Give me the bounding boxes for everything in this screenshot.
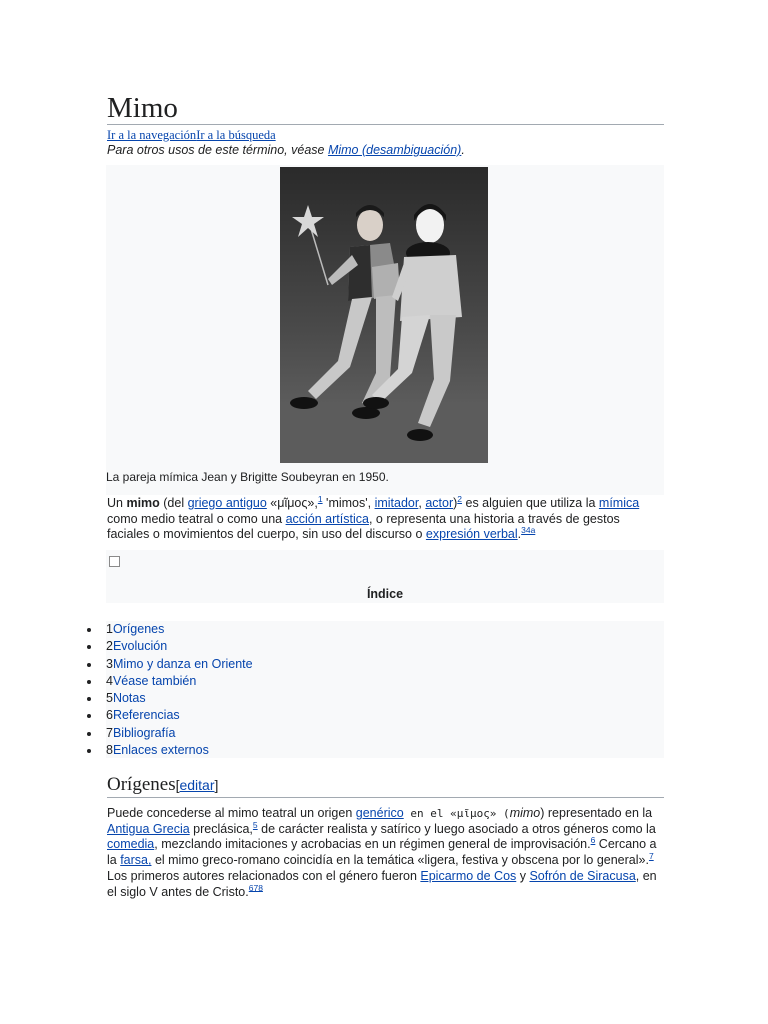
- jump-to-search-link[interactable]: Ir a la búsqueda: [196, 128, 276, 142]
- page-title: Mimo: [107, 90, 664, 125]
- link-accion-artistica[interactable]: acción artística: [285, 511, 369, 526]
- link-epicarmo-de-cos[interactable]: Epicarmo de Cos: [420, 868, 517, 883]
- toc-item-link[interactable]: Notas: [112, 691, 146, 706]
- bullet: [87, 697, 91, 701]
- link-comedia[interactable]: comedia: [107, 837, 155, 852]
- link-farsa[interactable]: farsa,: [120, 853, 152, 868]
- text: ): [453, 496, 458, 510]
- toc-item-link[interactable]: Bibliografía: [112, 725, 176, 740]
- toc-item[interactable]: [106, 673, 664, 690]
- disambiguation-link[interactable]: Mimo (desambiguación): [327, 143, 462, 157]
- link-griego-antiguo[interactable]: griego antiguo: [187, 496, 267, 510]
- ref-34a[interactable]: 34a: [521, 524, 536, 535]
- toc-item-link[interactable]: Orígenes: [112, 622, 165, 636]
- text: Los primeros autores relacionados con el género fueron: [107, 868, 421, 883]
- ref-678[interactable]: 678: [248, 882, 263, 893]
- text: , en el siglo V antes de Cristo.: [107, 868, 657, 899]
- bullet: [87, 714, 91, 718]
- ref-2[interactable]: 2: [457, 493, 463, 504]
- bullet: [87, 628, 91, 632]
- text: .: [517, 527, 522, 541]
- toc-item-number: 2: [106, 639, 113, 654]
- ref-6[interactable]: 6: [590, 835, 596, 846]
- text: , mezclando imitaciones y acrobacias en un régimen general de improvisación.: [154, 837, 591, 852]
- bullet: [87, 749, 91, 753]
- text: Cercano a la: [107, 837, 657, 868]
- link-imitador[interactable]: imitador: [374, 496, 419, 510]
- text: Un: [107, 496, 127, 510]
- figure-caption: La pareja mímica Jean y Brigitte Soubeyran en 1950.: [106, 470, 389, 484]
- toc-item-link[interactable]: Evolución: [112, 639, 168, 654]
- text: ,: [418, 496, 426, 510]
- ref-5[interactable]: 5: [252, 819, 258, 830]
- intro-paragraph: [107, 493, 664, 543]
- jump-links: [107, 128, 276, 142]
- toc-item-number: 3: [106, 656, 113, 671]
- toc-item-link[interactable]: Véase también: [112, 673, 197, 688]
- italic-term: mimo: [509, 806, 541, 820]
- toc-item[interactable]: [106, 638, 664, 655]
- bold-term: mimo: [126, 496, 160, 510]
- photo-illustration: [280, 167, 488, 463]
- toc-list: [106, 621, 664, 758]
- toc-item[interactable]: [106, 621, 664, 638]
- ref-7[interactable]: 7: [648, 850, 654, 861]
- ref-1[interactable]: 1: [317, 493, 323, 504]
- text: , o representa una historia a través de gestos faciales o movimientos del cuerpo, sin uso del discurso o: [107, 511, 620, 541]
- edit-section-link[interactable]: editar: [179, 777, 215, 793]
- bracket: ]: [214, 777, 219, 793]
- text: es alguien que utiliza la: [462, 496, 599, 510]
- text: el mimo greco-romano coincidía en la temática «ligera, festiva y obscena por lo general».: [151, 853, 649, 868]
- toc-item-number: 8: [106, 743, 113, 758]
- toc-item-link[interactable]: Enlaces externos: [112, 743, 209, 758]
- toc-item-number: 4: [106, 673, 113, 688]
- toc-item[interactable]: [106, 690, 664, 707]
- section-heading-text: Orígenes: [107, 774, 176, 795]
- toc-item[interactable]: [106, 725, 664, 742]
- toc-title: Índice: [366, 587, 404, 601]
- jump-to-navigation-link[interactable]: Ir a la navegación: [107, 128, 197, 142]
- toc-toggle-checkbox[interactable]: [109, 556, 120, 567]
- hatnote-suffix: .: [461, 143, 465, 157]
- toc-item-number: 5: [106, 691, 113, 706]
- text: Puede concederse al mimo teatral un origen: [107, 806, 356, 820]
- edit-section: [176, 777, 219, 793]
- text: preclásica,: [189, 821, 253, 836]
- text: «μῖμος»,: [266, 496, 318, 510]
- text: ) representado en la: [540, 806, 653, 820]
- mime-couple-photo[interactable]: [280, 167, 488, 463]
- toc-item[interactable]: [106, 656, 664, 673]
- section-heading-origenes: [107, 773, 664, 798]
- toc-item-number: 7: [106, 725, 113, 740]
- toc-item[interactable]: [106, 742, 664, 759]
- toc-item-link[interactable]: Mimo y danza en Oriente: [112, 656, 253, 671]
- bracket: [: [175, 777, 180, 793]
- link-actor[interactable]: actor: [425, 496, 454, 510]
- bullet: [87, 680, 91, 684]
- origins-paragraph: [107, 806, 664, 900]
- link-expresion-verbal[interactable]: expresión verbal: [425, 527, 518, 541]
- text: en el «μῖμος» (: [403, 807, 510, 820]
- text: (del: [159, 496, 188, 510]
- toc-item[interactable]: [106, 707, 664, 724]
- bullet: [87, 645, 91, 649]
- toc-item-link[interactable]: Referencias: [112, 708, 180, 723]
- text: 'mimos',: [322, 496, 375, 510]
- hatnote: [107, 143, 465, 158]
- link-antigua-grecia[interactable]: Antigua Grecia: [107, 821, 190, 836]
- toc-item-number: 1: [106, 622, 113, 636]
- hatnote-text: Para otros usos de este término, véase: [107, 143, 328, 157]
- link-sofron-de-siracusa[interactable]: Sofrón de Siracusa: [529, 868, 636, 883]
- text: de carácter realista y satírico y luego asociado a otros géneros como la: [257, 821, 656, 836]
- toc-header: [106, 550, 664, 603]
- toc-item-number: 6: [106, 708, 113, 723]
- text: como medio teatral o como una: [107, 511, 286, 526]
- bullet: [87, 663, 91, 667]
- bullet: [87, 732, 91, 736]
- link-mimica[interactable]: mímica: [598, 496, 640, 510]
- text: y: [516, 868, 530, 883]
- infobox-figure: [106, 165, 664, 495]
- link-generico[interactable]: genérico: [355, 806, 404, 820]
